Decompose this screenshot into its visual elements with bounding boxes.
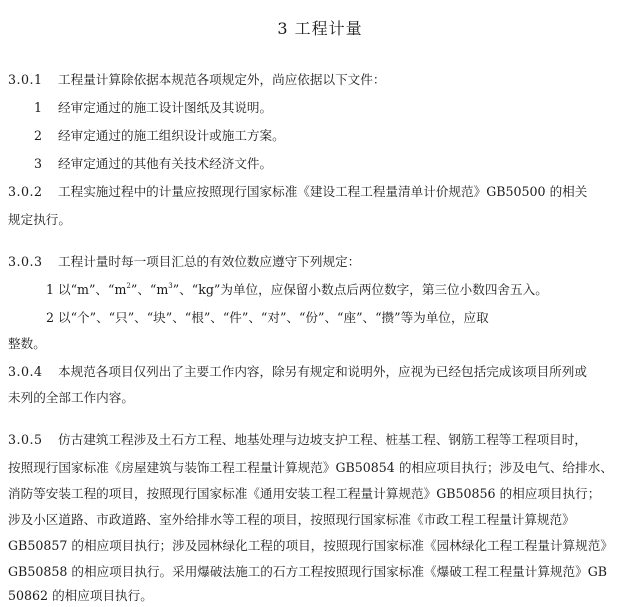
list-item: [34, 100, 272, 116]
clause-3-0-5: [8, 432, 587, 448]
list-item: [34, 128, 285, 144]
list-item: 1 以“m”、“$m^2$”、“$m^3$”、“kg”为单位，应保留小数点后两位数字，第三位小数四舍五入。: [46, 282, 548, 297]
clause-continuation: 未列的全部工作内容。: [8, 390, 134, 405]
section-title: 3 工程计量: [277, 19, 363, 38]
clause-number: 3.0.2: [8, 184, 43, 199]
clause-text: 工程量计算除依据本规范各项规定外，尚应依据以下文件：: [58, 72, 386, 87]
clause-continuation: 消防等安装工程的项目，按照现行国家标准《通用安装工程工程量计算规范》GB50856 的相应项目执行；: [8, 486, 601, 501]
list-item: 2 以“个”、“只”、“块”、“根”、“件”、“对”、“份”、“座”、“攒”等为单位，应取: [46, 310, 489, 325]
clause-3-0-1: [8, 72, 385, 88]
clause-3-0-4: [8, 364, 587, 380]
clause-continuation: 50862 的相应项目执行。: [8, 588, 153, 603]
item-number: 2: [34, 128, 43, 143]
clause-3-0-2: [8, 184, 587, 200]
clause-text: 工程计量时每一项目汇总的有效位数应遵守下列规定：: [58, 254, 361, 269]
item-text: 经审定通过的其他有关技术经济文件。: [58, 156, 273, 171]
clause-continuation: 按照现行国家标准《房屋建筑与装饰工程工程量计算规范》GB50854 的相应项目执行；涉及电气、给排水、: [8, 460, 613, 475]
list-item-continuation: 整数。: [8, 336, 46, 351]
item-text: 经审定通过的施工组织设计或施工方案。: [58, 128, 285, 143]
clause-continuation: GB50858 的相应项目执行。采用爆破法施工的石方工程按照现行国家标准《爆破工程工程量计算规范》GB: [8, 564, 608, 579]
clause-3-0-3: [8, 254, 360, 270]
item-number: 3: [34, 156, 43, 171]
item-number: 1: [34, 100, 43, 115]
clause-text: 本规范各项目仅列出了主要工作内容，除另有规定和说明外，应视为已经包括完成该项目所列或: [58, 364, 587, 379]
clause-number: 3.0.1: [8, 72, 43, 87]
clause-number: 3.0.3: [8, 254, 43, 269]
clause-continuation: 规定执行。: [8, 212, 71, 227]
list-item: [34, 156, 272, 172]
item-text: 经审定通过的施工设计图纸及其说明。: [58, 100, 273, 115]
clause-number: 3.0.4: [8, 364, 43, 379]
clause-text: 工程实施过程中的计量应按照现行国家标准《建设工程工程量清单计价规范》GB50500 的相关: [58, 184, 588, 199]
clause-continuation: GB50857 的相应项目执行；涉及园林绿化工程的项目，按照现行国家标准《园林绿化工程工程量计算规范》: [8, 538, 613, 553]
clause-continuation: 涉及小区道路、市政道路、室外给排水等工程的项目，按照现行国家标准《市政工程工程量计算规范》: [8, 512, 575, 527]
clause-text: 仿古建筑工程涉及土石方工程、地基处理与边坡支护工程、桩基工程、钢筋工程等工程项目时，: [58, 432, 587, 447]
clause-number: 3.0.5: [8, 432, 43, 447]
